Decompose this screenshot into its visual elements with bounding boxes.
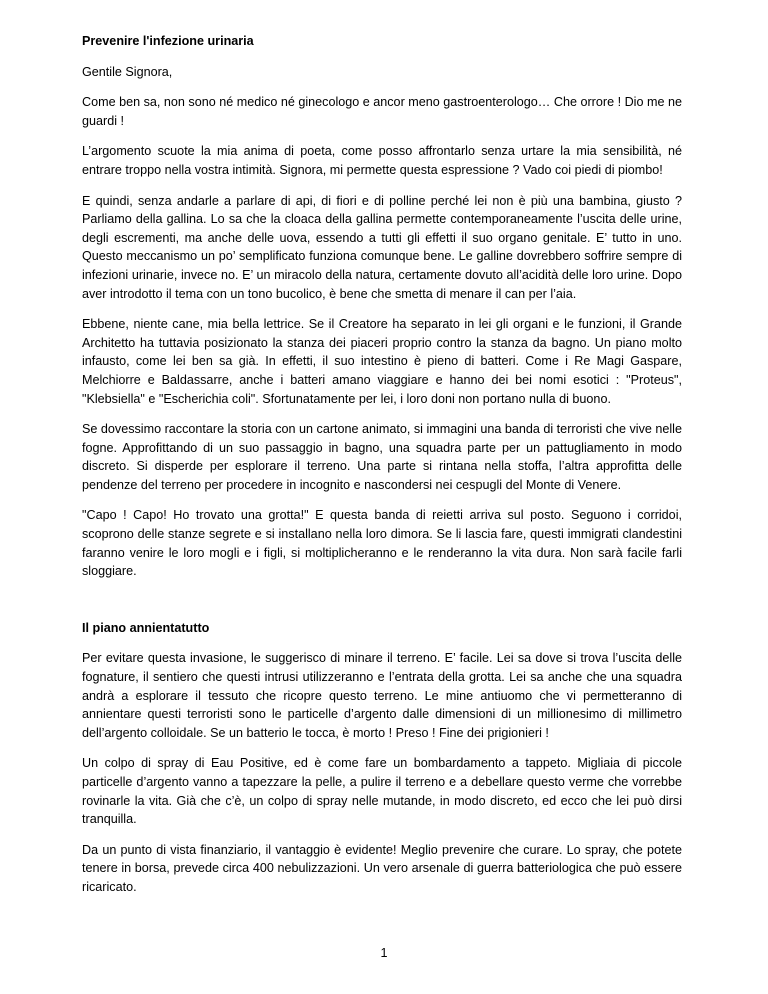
paragraph: "Capo ! Capo! Ho trovato una grotta!" E questa banda di reietti arriva sul posto. Seguono i corridoi, scoprono delle stanze segrete e si installano nella loro dimora. Se li lascia fare, questi immigrati clandestini faranno venire le loro mogli e i figli, si moltiplicheranno e le renderanno la vita dura. Non sarà facile farli sloggiare. (82, 508, 682, 579)
paragraph: E quindi, senza andarle a parlare di api, di fiori e di polline perché lei non è più una bambina, giusto ? Parliamo della gallina. Lo sa che la cloaca della gallina permette contemporaneamente l’uscita delle urine, degli escrementi, ma anche delle uova, essendo a tutti gli effetti il suo organo genitale. E’ tutto in uno. Questo meccanismo un po’ semplificato funziona comunque bene. Le galline dovrebbero soffrire sempre di infezioni urinarie, invece no. E’ un miracolo della natura, certamente dovuto all’acidità delle loro urine. Dopo aver introdotto il tema con un tono bucolico, è bene che smetta di menare il can per l’aia. (82, 193, 682, 301)
paragraph: Ebbene, niente cane, mia bella lettrice. Se il Creatore ha separato in lei gli organi e le funzioni, il Grande Architetto ha tuttavia posizionato la stanza dei piaceri proprio contro la stanza da bagno. Un piano molto infausto, come lei ben sa già. In effetti, il suo intestino è pieno di batteri. Come i Re Magi Gaspare, Melchiorre e Baldassarre, anche i batteri amano viaggiare e hanno dei bei nomi esotici : "Proteus", "Klebsiella" e "Escherichia coli". Sfortunatamente per lei, i loro doni non portano nulla di buono. (82, 317, 682, 406)
paragraph: Se dovessimo raccontare la storia con un cartone animato, si immagini una banda di terroristi che vive nelle fogne. Approfittando di un suo passaggio in bagno, una squadra parte per un pattugliamento in modo discreto. Si disperde per esplorare il terreno. Una parte si rintana nella stoffa, l’altra approfitta delle pendenze del terreno per procedere in incognito e nascondersi nei cespugli del Monte di Venere. (82, 422, 682, 492)
salutation: Gentile Signora, (82, 64, 173, 79)
paragraph: Da un punto di vista finanziario, il vantaggio è evidente! Meglio prevenire che curare. Lo spray, che potete tenere in borsa, prevede circa 400 nebulizzazioni. Un vero arsenale di guerra batteriologica che può essere ricaricato. (82, 842, 682, 894)
section-title: Il piano annientatutto (82, 620, 210, 635)
paragraph: Un colpo di spray di Eau Positive, ed è come fare un bombardamento a tappeto. Migliaia di piccole particelle d’argento vanno a tapezzare la pelle, a pulire il terreno e a debellare questo verme che vorrebbe rovinarle la vita. Già che c’è, un colpo di spray nelle mutande, in modo discreto, ed ecco che lei può dirsi tranquilla. (82, 756, 682, 827)
paragraph: L’argomento scuote la mia anima di poeta, come posso affrontarlo senza urtare la mia sensibilità, né entrare troppo nella vostra intimità. Signora, mi permette questa espressione ? Vado coi piedi di piombo! (82, 144, 682, 177)
paragraph: Per evitare questa invasione, le suggerisco di minare il terreno. E’ facile. Lei sa dove si trova l’uscita delle fognature, il sentiero che questi intrusi utilizzeranno e l’entrata della grotta. Lei sa anche che una squadra andrà a esplorare il tessuto che ricopre questo terreno. Le mine antiuomo che vi permetteranno di annientare questi terroristi sono le particelle d’argento dalle dimensioni di un millionesimo di millimetro dell’argento colloidale. Se un batterio le tocca, è morto ! Preso ! Fine dei prigionieri ! (82, 651, 682, 740)
paragraph: Come ben sa, non sono né medico né ginecologo e ancor meno gastroenterologo… Che orrore ! Dio me ne guardi ! (82, 95, 682, 128)
document-title: Prevenire l'infezione urinaria (82, 34, 254, 48)
page-number: 1 (380, 946, 388, 960)
